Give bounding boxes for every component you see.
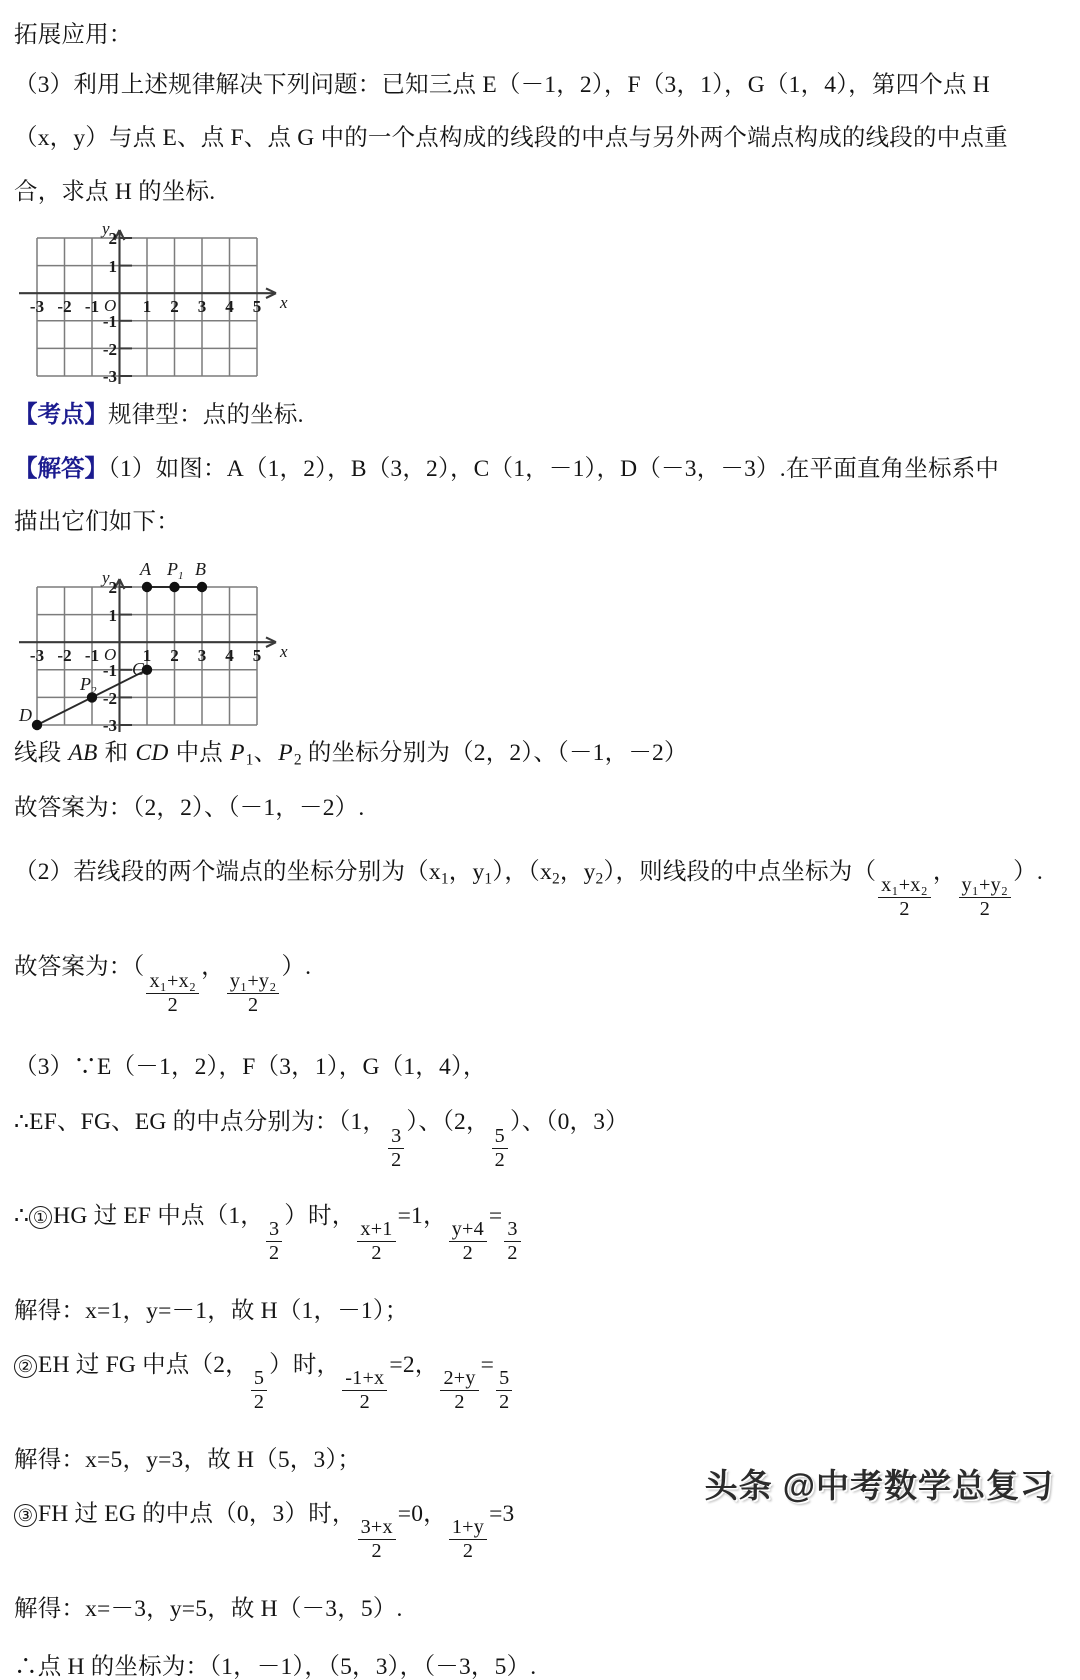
page-title: 拓展应用： [14, 22, 133, 48]
part2-mid3: ，y [559, 858, 596, 885]
answer-line-1: 故答案为：（2，2）、（－1，－2）. [14, 795, 365, 822]
step2-equation2-fraction [440, 1368, 478, 1413]
step3-marker: ③ [14, 1504, 37, 1527]
P2-subscript: 2 [293, 750, 302, 768]
svg-text:2: 2 [108, 229, 117, 248]
fraction-y-sum [959, 875, 1012, 920]
step3-eq2-num: 1+y [449, 1517, 487, 1540]
point-label-P1: $P_1$ [167, 558, 184, 582]
svg-text:-3: -3 [102, 367, 117, 386]
origin-label-2: O [104, 644, 117, 664]
svg-text:2: 2 [108, 577, 117, 597]
midpoint-text-a: 线段 [14, 739, 68, 766]
step2-fa-num: 5 [251, 1368, 267, 1391]
svg-text:-1: -1 [84, 645, 100, 665]
svg-text:5: 5 [252, 297, 262, 316]
part2-suffix: ），则线段的中点坐标为（ [603, 858, 877, 885]
frac-5-den: 2 [494, 1148, 505, 1171]
part3-given: （3）∵E（－1，2），F（3，1），G（1，4）， [14, 1053, 487, 1080]
step1-eq1-den: 2 [371, 1242, 382, 1265]
svg-text:4: 4 [225, 297, 234, 316]
fraction-x-sum [878, 875, 931, 920]
question-line-3: 合，求点 H 的坐标. [14, 178, 216, 205]
step3-eq1-num: 3+x [358, 1517, 396, 1540]
part2-answer-prefix: 故答案为：（ [14, 954, 145, 981]
svg-text:-3: -3 [29, 297, 45, 316]
P1-label: P [230, 739, 245, 766]
svg-text:1: 1 [108, 257, 117, 276]
step2-text-a: EH 过 FG 中点（2， [38, 1351, 249, 1378]
jieda-tag: 【解答】 [14, 455, 108, 482]
svg-text:-2: -2 [102, 688, 117, 708]
step1-fa-den: 2 [269, 1242, 280, 1265]
part2-statement [14, 858, 1062, 921]
part3-step1 [14, 1202, 1062, 1265]
svg-text:2: 2 [170, 645, 179, 665]
x-axis-label-2: x [280, 641, 288, 661]
part3-step3 [14, 1500, 1062, 1563]
point-label-A: A [140, 558, 151, 579]
midpoint-text-e: 中点 [169, 739, 230, 766]
step3-equation1-fraction [358, 1517, 396, 1562]
midpoint-text-i: 的坐标分别为（2，2）、（－1，－2） [301, 739, 688, 766]
step1-eq2-num: y+4 [449, 1219, 487, 1242]
step1-prefix: ∴ [14, 1202, 30, 1229]
point-A [142, 581, 152, 591]
step2-fraction-mid [251, 1368, 267, 1413]
svg-text:-2: -2 [102, 340, 117, 359]
part2-answer-close: ）. [281, 954, 312, 981]
svg-text:2: 2 [170, 297, 179, 316]
step2-eq2-den: 2 [454, 1391, 465, 1414]
frac-5-num: 5 [492, 1126, 508, 1149]
svg-text:-1: -1 [84, 297, 100, 316]
part2-mid1: ，y [448, 858, 485, 885]
step2-eq2-equals: = [480, 1351, 495, 1378]
svg-text:-1: -1 [102, 660, 117, 680]
svg-text:-3: -3 [29, 645, 45, 665]
x-axis-label: x [280, 293, 288, 312]
answer-fraction-y [227, 971, 280, 1016]
part3-step3-solution: 解得：x=－3，y=5，故 H（－3，5）. [14, 1596, 403, 1623]
step2-equation1-fraction [342, 1368, 387, 1413]
fraction-y-sum-numerator: y₁+y₂ [959, 875, 1012, 898]
svg-text:1: 1 [142, 645, 152, 665]
step2-equation3-fraction [496, 1368, 512, 1413]
kaodian-row [14, 404, 1062, 428]
answer-fraction-y-numerator: y₁+y₂ [227, 971, 280, 994]
part3-step2-solution: 解得：x=5，y=3，故 H（5，3）； [14, 1447, 362, 1474]
answer-fraction-x-numerator: x₁+x₂ [146, 971, 199, 994]
svg-text:-1: -1 [102, 312, 117, 331]
svg-text:5: 5 [252, 645, 262, 665]
seg-CD-label: CD [135, 739, 169, 766]
step2-marker: ② [14, 1355, 37, 1378]
jieda-line-1: （1）如图：A（1，2），B（3，2），C（1，－1），D（－3，－3）.在平面直角坐标系中 [108, 455, 1000, 482]
part3-step1-solution: 解得：x=1，y=－1，故 H（1，－1）； [14, 1298, 409, 1325]
svg-text:-3: -3 [102, 715, 117, 732]
fraction-x-sum-numerator: x₁+x₂ [878, 875, 931, 898]
step1-eq1-rhs: =1， [397, 1202, 447, 1229]
step1-fa-num: 3 [266, 1219, 282, 1242]
part3-midpoints-mid: ）、（2， [406, 1109, 490, 1136]
step1-eq2-equals: = [488, 1202, 503, 1229]
point-label-C: C [132, 658, 145, 679]
step3-text-a: FH 过 EG 的中点（0，3）时， [38, 1500, 356, 1527]
fraction-x-sum-denominator: 2 [899, 898, 910, 921]
midpoint-text-c: 和 [98, 739, 135, 766]
point-label-D: D [19, 704, 32, 725]
blank-coordinate-grid-svg [14, 216, 304, 388]
part2-sub-y2: 2 [595, 870, 604, 888]
plotted-coordinate-grid-svg [14, 547, 304, 732]
part2-answer-comma: ， [201, 954, 225, 981]
step1-marker: ① [29, 1206, 52, 1229]
midpoint-statement-line [14, 739, 1062, 768]
step1-fraction-mid [266, 1219, 282, 1264]
step2-eq3-den: 2 [499, 1391, 510, 1414]
part3-midpoints-prefix: ∴EF、FG、EG 的中点分别为：（1， [14, 1109, 387, 1136]
part2-sub-x2: 2 [551, 870, 560, 888]
step2-eq1-num: -1+x [342, 1368, 387, 1391]
y-axis-label: y [102, 219, 110, 238]
step3-eq1-rhs: =0， [397, 1500, 447, 1527]
step3-eq1-den: 2 [371, 1540, 382, 1563]
step1-eq1-num: x+1 [357, 1219, 395, 1242]
svg-text:1: 1 [142, 297, 152, 316]
watermark: 头条 @中考数学总复习 [704, 1467, 1054, 1504]
step2-text-b: ）时， [269, 1351, 341, 1378]
svg-text:-2: -2 [57, 297, 72, 316]
part2-sub-x1: 1 [440, 870, 449, 888]
part2-comma: ， [932, 858, 957, 885]
step2-eq2-num: 2+y [440, 1368, 478, 1391]
answer-fraction-x [146, 971, 199, 1016]
step3-eq2-den: 2 [462, 1540, 474, 1563]
part2-close: ）. [1013, 858, 1043, 885]
part2-answer [14, 956, 1062, 1016]
answer-fraction-x-denominator: 2 [167, 993, 178, 1016]
jieda-line-2: 描出它们如下： [14, 509, 180, 535]
point-label-B: B [195, 558, 206, 579]
kaodian-tag: 【考点】 [14, 402, 108, 428]
kaodian-text: 规律型：点的坐标. [108, 402, 304, 428]
origin-label: O [104, 296, 117, 315]
seg-AB-label: AB [68, 739, 98, 766]
part3-midpoints-suffix: ）、（0，3） [509, 1109, 629, 1136]
step1-eq3-num: 3 [504, 1219, 520, 1242]
part2-sub-y1: 1 [484, 870, 493, 888]
step3-eq2-rhs: =3 [489, 1500, 515, 1527]
step1-eq2-den: 2 [462, 1242, 473, 1265]
P2-label: P [278, 739, 293, 766]
step2-eq1-den: 2 [359, 1391, 370, 1414]
step1-equation2-fraction [449, 1219, 487, 1264]
frac-3-num: 3 [388, 1126, 404, 1149]
step1-text-a: HG 过 EF 中点（1， [53, 1202, 264, 1229]
svg-text:4: 4 [225, 645, 234, 665]
part3-conclusion: ∴点 H 的坐标为：（1，－1），（5，3），（－3，5）. [14, 1653, 537, 1680]
svg-text:3: 3 [197, 645, 207, 665]
jieda-row [14, 455, 1062, 482]
step1-equation1-fraction [357, 1219, 395, 1264]
part2-prefix: （2）若线段的两个端点的坐标分别为（x [14, 858, 441, 885]
step2-fa-den: 2 [253, 1391, 265, 1414]
answer-fraction-y-denominator: 2 [247, 993, 259, 1016]
frac-3-den: 2 [391, 1148, 402, 1171]
figure-blank-grid [14, 216, 1062, 388]
part2-mid2: ），（x [492, 858, 552, 885]
step1-text-b: ）时， [284, 1202, 356, 1229]
fraction-five-halves-a [492, 1126, 508, 1171]
point-P1 [169, 581, 179, 591]
step1-eq3-den: 2 [507, 1242, 518, 1265]
point-B [197, 581, 207, 591]
P1-subscript: 1 [245, 750, 254, 768]
svg-text:1: 1 [108, 605, 117, 625]
fraction-three-halves-a [388, 1126, 404, 1171]
step2-eq1-rhs: =2， [389, 1351, 439, 1378]
question-line-2: （x，y）与点 E、点 F、点 G 中的一个点构成的线段的中点与另外两个端点构成的线段的中点重 [14, 125, 1008, 151]
step1-equation3-fraction [504, 1219, 520, 1264]
part3-midpoints [14, 1111, 1062, 1171]
fraction-y-sum-denominator: 2 [979, 898, 990, 921]
question-line-1: （3）利用上述规律解决下列问题：已知三点 E（－1，2），F（3，1），G（1，4），第四个点 H [14, 71, 990, 98]
point-label-P2: $P_2$ [80, 673, 97, 697]
y-axis-label-2: y [102, 567, 110, 587]
part3-step2 [14, 1351, 1062, 1414]
figure-plotted-grid [14, 547, 1062, 732]
midpoint-text-g: 、 [253, 739, 278, 766]
step2-eq3-num: 5 [496, 1368, 512, 1391]
step3-equation2-fraction [449, 1517, 487, 1562]
point-D [32, 719, 42, 729]
svg-text:-2: -2 [57, 645, 72, 665]
svg-text:3: 3 [197, 297, 207, 316]
